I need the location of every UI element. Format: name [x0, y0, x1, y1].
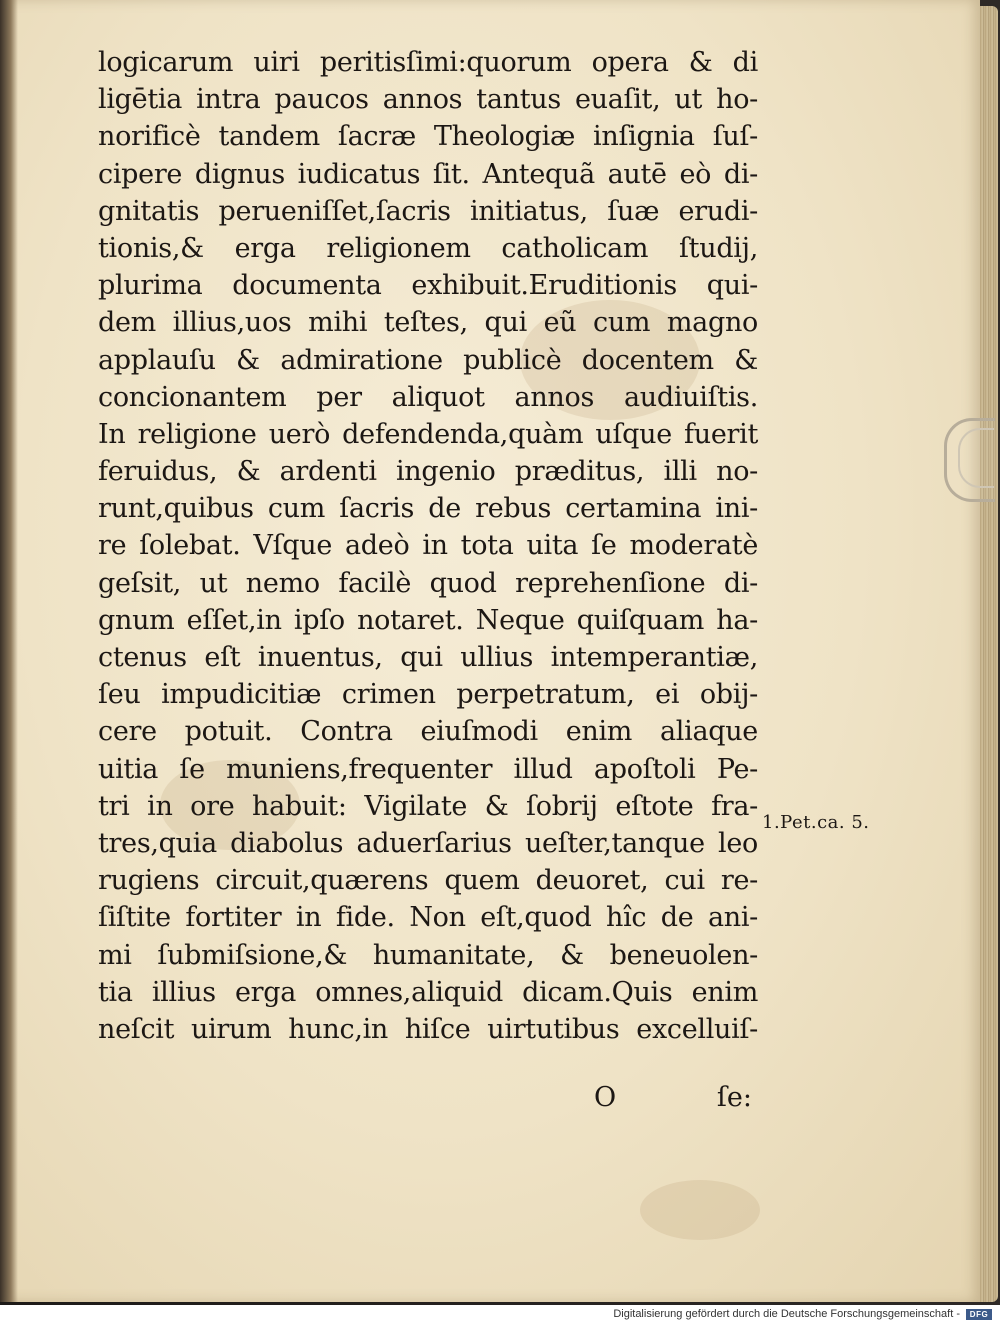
text-line: tionis,& erga religionem catholicam ſtudij,: [98, 232, 758, 264]
text-line: runt,quibus cum ſacris de rebus certamina ini-: [98, 493, 758, 525]
text-line: In religione uerò defendenda,quàm uſque fuerit: [98, 418, 758, 450]
text-line: gnitatis perueniſſet,ſacris initiatus, ſuæ erudi-: [98, 195, 758, 227]
text-line: mi ſubmiſsione,& humanitate, & beneuolen-: [98, 939, 758, 971]
text-line: applauſu & admiratione publicè docentem &: [98, 344, 758, 376]
funding-credit: Digitalisierung gefördert durch die Deutsche Forschungsgemeinschaft -: [613, 1308, 960, 1320]
body-text: [98, 44, 758, 1048]
text-line: ctenus eſt inuentus, qui ullius intemperantiæ,: [98, 642, 758, 673]
text-line: geſsit, ut nemo facilè quod reprehenſione di-: [98, 567, 758, 599]
text-line: cipere dignus iudicatus ſit. Antequã autē eò di-: [98, 158, 758, 190]
text-line: feruidus, & ardenti ingenio præditus, illi no-: [98, 456, 758, 488]
text-line: rugiens circuit,quærens quem deuoret, cui re-: [98, 865, 758, 897]
page-foot: [98, 1082, 758, 1122]
text-line: logicarum uiri peritisſimi:quorum opera & di: [98, 47, 758, 78]
text-line: gnum eſſet,in ipſo notaret. Neque quiſquam ha-: [98, 604, 758, 636]
text-line: plurima documenta exhibuit.Eruditionis qui-: [98, 270, 758, 302]
signature-mark: O: [594, 1082, 617, 1113]
text-line: re ſolebat. Vſque adeò in tota uita ſe moderatè: [98, 530, 758, 562]
text-line: norificè tandem ſacræ Theologiæ inſignia ſuſ-: [98, 121, 758, 153]
text-line: dem illius,uos mihi teſtes, qui eũ cum magno: [98, 307, 758, 339]
catchword: ſe:: [716, 1082, 752, 1113]
text-line: cere potuit. Contra eiuſmodi enim aliaque: [98, 716, 758, 748]
paper-stain: [640, 1180, 760, 1240]
binding-gutter: [0, 0, 18, 1302]
page-clip-inner: [958, 428, 994, 488]
text-line: ſiſtite fortiter in fide. Non eſt,quod hîc de ani-: [98, 902, 758, 934]
text-line: concionantem per aliquot annos audiuiſtis.: [98, 381, 758, 413]
text-line: ſeu impudicitiæ crimen perpetratum, ei obij-: [98, 679, 758, 711]
text-line: tia illius erga omnes,aliquid dicam.Quis enim: [98, 976, 758, 1008]
text-line: uitia ſe muniens,frequenter illud apoſtoli Pe-: [98, 753, 758, 785]
text-line: ligētia intra paucos annos tantus euaſit, ut ho-: [98, 84, 758, 116]
text-line: neſcit uirum hunc,in hiſce uirtutibus excelluiſ-: [98, 1013, 758, 1045]
text-line: tres,quia diabolus aduerſarius ueſter,tanque leo: [98, 827, 758, 859]
digitization-footer: [0, 1305, 1000, 1325]
dfg-logo: DFG: [966, 1309, 992, 1320]
text-line: tri in ore habuit: Vigilate & ſobrij eſtote fra-: [98, 790, 758, 822]
margin-citation: 1.Pet.ca. 5.: [762, 812, 870, 833]
